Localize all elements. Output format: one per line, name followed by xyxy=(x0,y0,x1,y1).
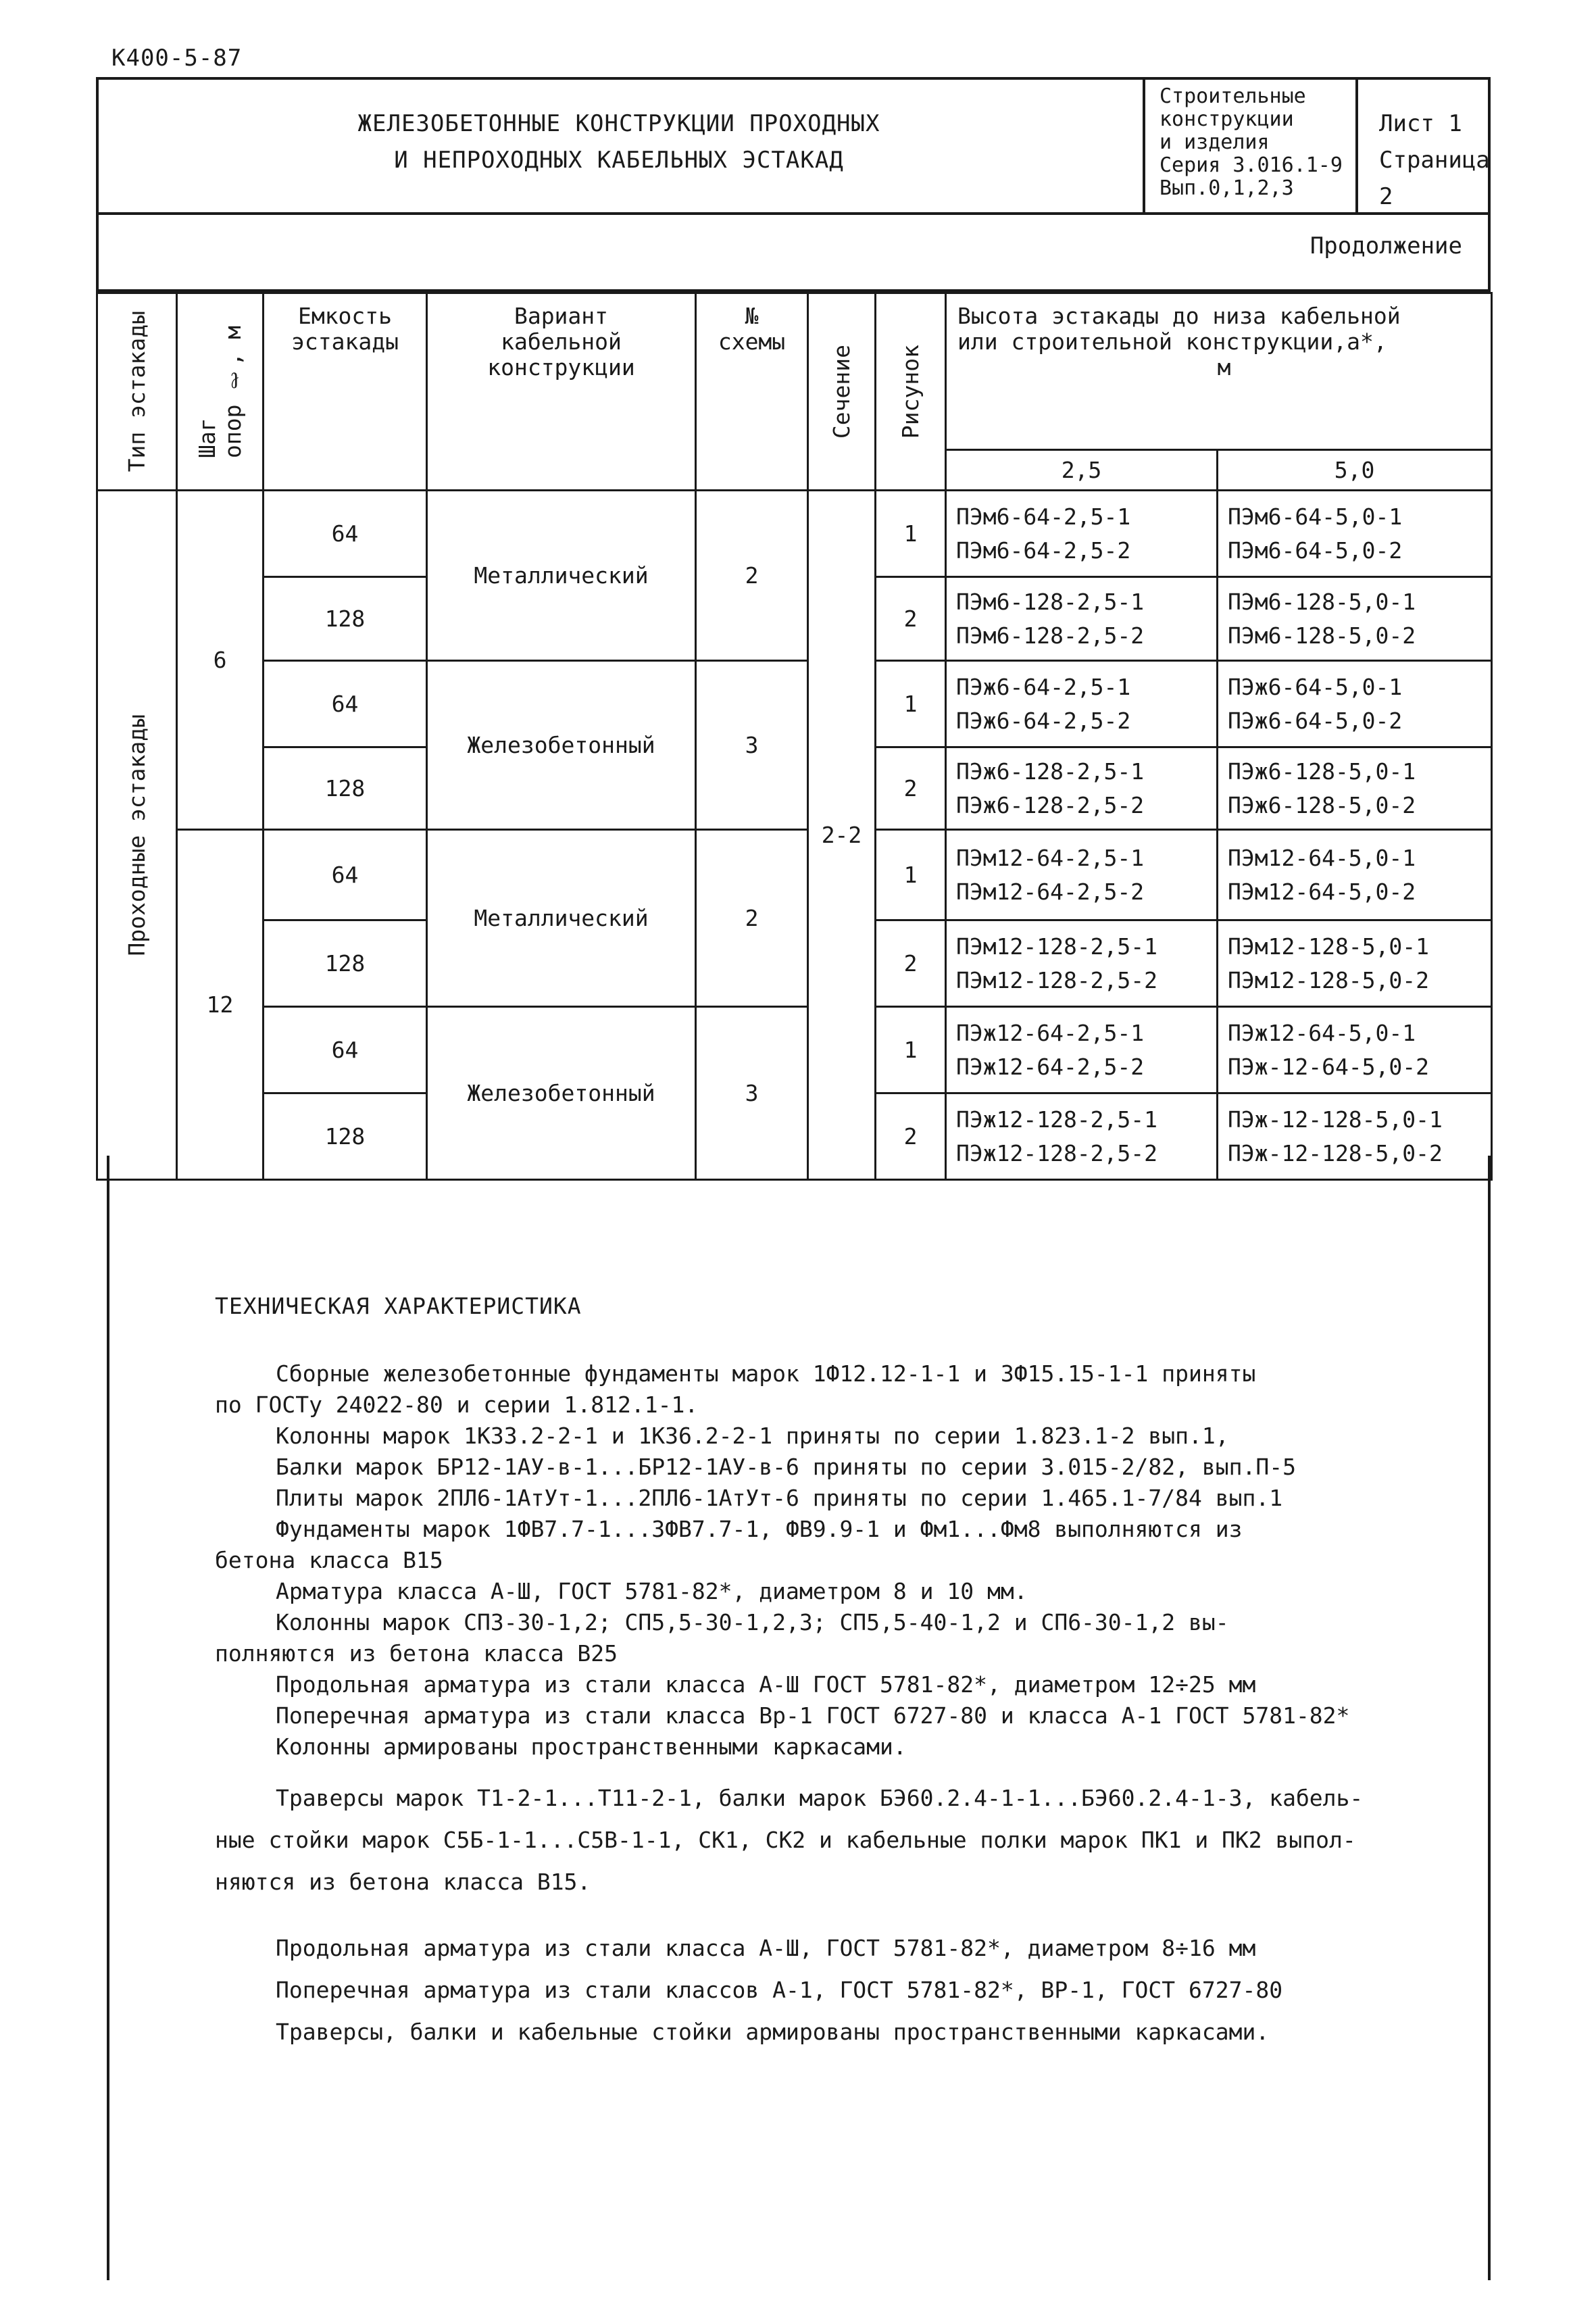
title-block-divider xyxy=(1143,80,1145,212)
series-info: Строительные конструкции и изделия Серия 3.016.1-9 Вып.0,1,2,3 xyxy=(1159,84,1343,200)
scheme-cell: 2 xyxy=(696,491,808,661)
header-step: Шаг опор ℓ, м xyxy=(177,293,264,491)
sheet-info xyxy=(1379,105,1490,215)
figure-cell: 1 xyxy=(876,1007,946,1093)
scheme-cell: 3 xyxy=(696,661,808,830)
header-row xyxy=(97,293,1492,450)
capacity-cell: 128 xyxy=(264,747,427,830)
capacity-cell: 128 xyxy=(264,577,427,661)
table-row xyxy=(97,491,1492,577)
tech-paragraph-3: Арматура класса А-Ш, ГОСТ 5781-82*, диаметром 8 и 10 мм. Колонны марок СП3-30-1,2; СП5,5-30-1,2,3; СП5,5-40-1,2 и СП6-30-1,2 вы- полняются из бетона класса В25 xyxy=(215,1578,1229,1667)
figure-cell: 2 xyxy=(876,577,946,661)
header-height-2-5: 2,5 xyxy=(946,450,1218,491)
tech-paragraph-5: Траверсы марок Т1-2-1...Т11-2-1, балки марок БЭ60.2.4-1-1...БЭ60.2.4-1-3, кабель- ные стойки марок С5Б-1-1...С5В-1-1, СК1, СК2 и кабельные полки марок ПК1 и ПК2 выпол- няются из бетона класса В15. xyxy=(215,1785,1364,1895)
tech-paragraph-4: Продольная арматура из стали класса А-Ш ГОСТ 5781-82*, диаметром 12÷25 мм Поперечная арматура из стали класса Вр-1 ГОСТ 6727-80 и класса А-1 ГОСТ 5781-82* Колонны армированы пространственными каркасами. xyxy=(276,1671,1350,1760)
code-cell-2-5: ПЭм12-64-2,5-1 ПЭм12-64-2,5-2 xyxy=(946,830,1218,920)
step-cell: 6 xyxy=(177,491,264,830)
scheme-cell: 2 xyxy=(696,830,808,1007)
code-cell-5-0: ПЭм6-64-5,0-1 ПЭм6-64-5,0-2 xyxy=(1218,491,1492,577)
capacity-cell: 64 xyxy=(264,1007,427,1093)
code-cell-5-0: ПЭм6-128-5,0-1 ПЭм6-128-5,0-2 xyxy=(1218,577,1492,661)
table-row xyxy=(97,661,1492,747)
figure-cell: 1 xyxy=(876,661,946,747)
capacity-cell: 128 xyxy=(264,1093,427,1180)
sheet-number: Лист 1 xyxy=(1379,110,1462,137)
header-figure: Рисунок xyxy=(876,293,946,491)
code-cell-2-5: ПЭм6-128-2,5-1 ПЭм6-128-2,5-2 xyxy=(946,577,1218,661)
header-height: Высота эстакады до низа кабельной или строительной конструкции,а*, м xyxy=(946,293,1492,450)
title-block xyxy=(96,77,1491,215)
tech-heading: ТЕХНИЧЕСКАЯ ХАРАКТЕРИСТИКА xyxy=(215,1293,582,1319)
scheme-cell: 3 xyxy=(696,1007,808,1180)
header-section: Сечение xyxy=(808,293,876,491)
capacity-cell: 128 xyxy=(264,920,427,1007)
code-cell-5-0: ПЭж-12-128-5,0-1 ПЭж-12-128-5,0-2 xyxy=(1218,1093,1492,1180)
table-row xyxy=(97,830,1492,920)
figure-cell: 2 xyxy=(876,747,946,830)
tech-paragraph-2: Колонны марок 1К33.2-2-1 и 1К36.2-2-1 приняты по серии 1.823.1-2 вып.1, Балки марок БР12-1АУ-в-1...БР12-1АУ-в-6 приняты по серии 3.015-2/82, вып.П-5 Плиты марок 2ПЛ6-1АтУт-1...2ПЛ6-1АтУт-6 приняты по серии 1.465.1-7/84 вып.1 Фундаменты марок 1ФВ7.7-1...3ФВ7.7-1, ФВ9.9-1 и Фм1...Фм8 выполняются из бетона класса В15 xyxy=(215,1423,1296,1573)
code-cell-2-5: ПЭм12-128-2,5-1 ПЭм12-128-2,5-2 xyxy=(946,920,1218,1007)
page-number: Страница 2 xyxy=(1379,147,1490,210)
code-cell-2-5: ПЭж6-64-2,5-1 ПЭж6-64-2,5-2 xyxy=(946,661,1218,747)
header-height-5-0: 5,0 xyxy=(1218,450,1492,491)
capacity-cell: 64 xyxy=(264,830,427,920)
code-cell-5-0: ПЭм12-64-5,0-1 ПЭм12-64-5,0-2 xyxy=(1218,830,1492,920)
code-cell-2-5: ПЭм6-64-2,5-1 ПЭм6-64-2,5-2 xyxy=(946,491,1218,577)
figure-cell: 2 xyxy=(876,1093,946,1180)
tech-paragraph-1: Сборные железобетонные фундаменты марок 1Ф12.12-1-1 и 3Ф15.15-1-1 приняты по ГОСТу 24022-80 и серии 1.812.1-1. xyxy=(215,1360,1256,1418)
capacity-cell: 64 xyxy=(264,491,427,577)
estakada-table xyxy=(96,292,1493,1181)
document-title: ЖЕЛЕЗОБЕТОННЫЕ КОНСТРУКЦИИ ПРОХОДНЫХ И НЕПРОХОДНЫХ КАБЕЛЬНЫХ ЭСТАКАД xyxy=(357,110,880,174)
section-cell: 2-2 xyxy=(808,491,876,1180)
code-cell-5-0: ПЭм12-128-5,0-1 ПЭм12-128-5,0-2 xyxy=(1218,920,1492,1007)
code-cell-2-5: ПЭж6-128-2,5-1 ПЭж6-128-2,5-2 xyxy=(946,747,1218,830)
code-cell-5-0: ПЭж12-64-5,0-1 ПЭж-12-64-5,0-2 xyxy=(1218,1007,1492,1093)
table-row xyxy=(97,1007,1492,1093)
code-cell-5-0: ПЭж6-128-5,0-1 ПЭж6-128-5,0-2 xyxy=(1218,747,1492,830)
figure-cell: 2 xyxy=(876,920,946,1007)
variant-cell: Железобетонный xyxy=(427,661,696,830)
title-block-divider xyxy=(1355,80,1358,212)
document-code: К400-5-87 xyxy=(111,45,243,72)
variant-cell: Железобетонный xyxy=(427,1007,696,1180)
figure-cell: 1 xyxy=(876,491,946,577)
step-cell: 12 xyxy=(177,830,264,1180)
code-cell-2-5: ПЭж12-128-2,5-1 ПЭж12-128-2,5-2 xyxy=(946,1093,1218,1180)
variant-cell: Металлический xyxy=(427,830,696,1007)
header-scheme: № схемы xyxy=(696,293,808,491)
header-type: Тип эстакады xyxy=(97,293,177,491)
type-cell: Проходные эстакады xyxy=(97,491,177,1180)
continuation-row xyxy=(96,215,1491,292)
header-variant: Вариант кабельной конструкции xyxy=(427,293,696,491)
code-cell-5-0: ПЭж6-64-5,0-1 ПЭж6-64-5,0-2 xyxy=(1218,661,1492,747)
capacity-cell: 64 xyxy=(264,661,427,747)
header-capacity: Емкость эстакады xyxy=(264,293,427,491)
variant-cell: Металлический xyxy=(427,491,696,661)
code-cell-2-5: ПЭж12-64-2,5-1 ПЭж12-64-2,5-2 xyxy=(946,1007,1218,1093)
continuation-label: Продолжение xyxy=(1310,232,1462,260)
figure-cell: 1 xyxy=(876,830,946,920)
tech-paragraph-6: Продольная арматура из стали класса А-Ш, ГОСТ 5781-82*, диаметром 8÷16 мм Поперечная арматура из стали классов А-1, ГОСТ 5781-82*, ВР-1, ГОСТ 6727-80 Траверсы, балки и кабельные стойки армированы пространственными каркасами. xyxy=(276,1935,1283,2045)
